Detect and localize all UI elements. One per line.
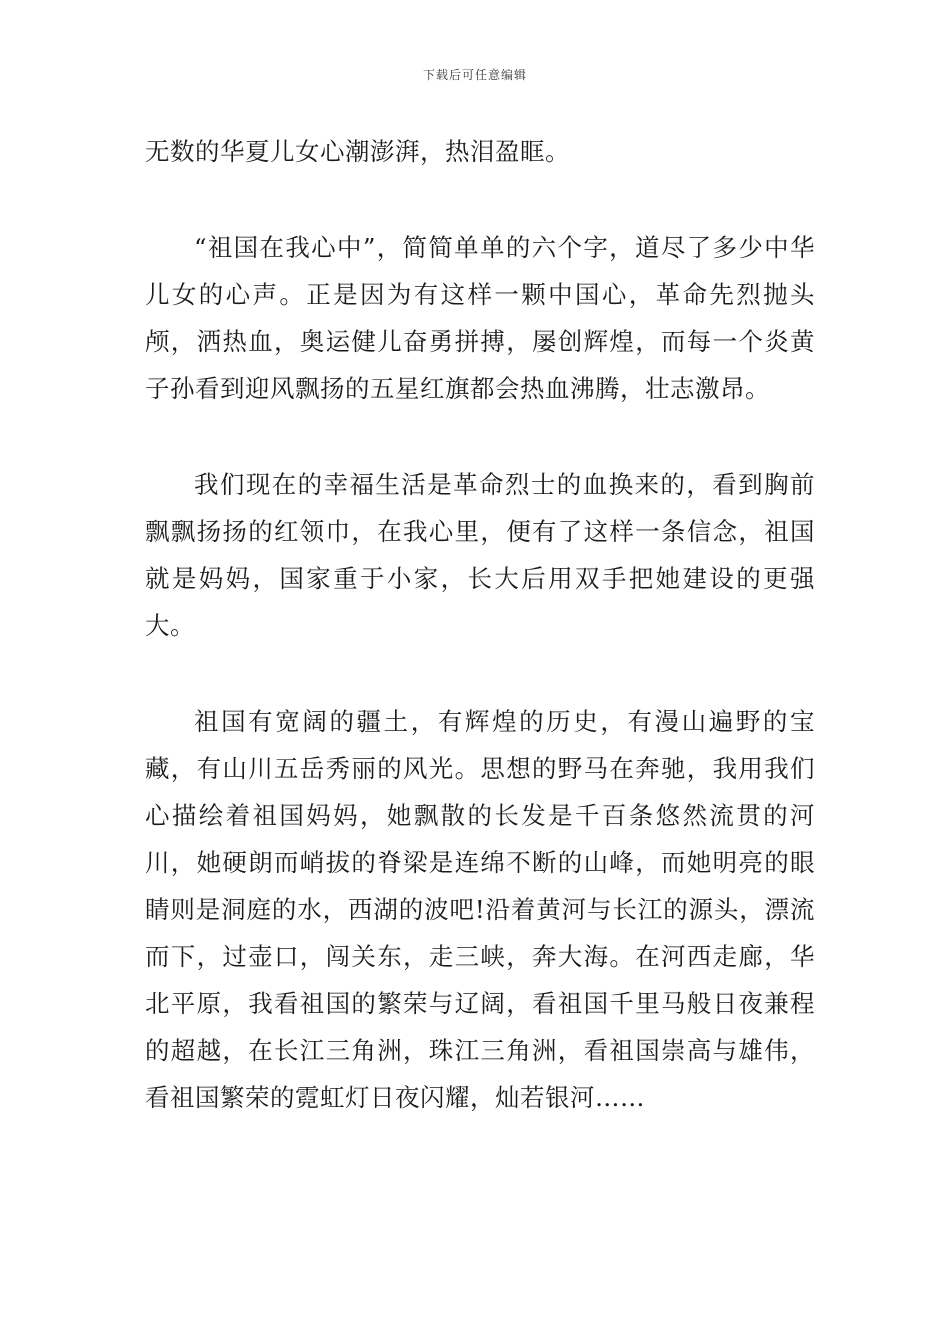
- page-header: 下载后可任意编辑: [422, 68, 527, 82]
- document-body: [145, 128, 815, 1121]
- paragraph-2: “祖国在我心中”，简简单单的六个字，道尽了多少中华儿女的心声。正是因为有这样一颗中国心，革命先烈抛头颅，洒热血，奥运健儿奋勇拼搏，屡创辉煌，而每一个炎黄子孙看到迎风飘扬的五星红旗都会热血沸腾，壮志激昂。: [145, 233, 815, 403]
- paragraph-3: 我们现在的幸福生活是革命烈士的血换来的，看到胸前飘飘扬扬的红领巾，在我心里，便有了这样一条信念，祖国就是妈妈，国家重于小家，长大后用双手把她建设的更强大。: [145, 470, 815, 640]
- paragraph-1: 无数的华夏儿女心潮澎湃，热泪盈眶。: [145, 137, 570, 166]
- paragraph-4: 祖国有宽阔的疆土，有辉煌的历史，有漫山遍野的宝藏，有山川五岳秀丽的风光。思想的野马在奔驰，我用我们心描绘着祖国妈妈，她飘散的长发是千百条悠然流贯的河川，她硬朗而峭拔的脊梁是连绵不断的山峰，而她明亮的眼睛则是洞庭的水，西湖的波吧!沿着黄河与长江的源头，漂流而下，过壶口，闯关东，走三峡，奔大海。在河西走廊，华北平原，我看祖国的繁荣与辽阔，看祖国千里马般日夜兼程的超越，在长江三角洲，珠江三角洲，看祖国崇高与雄伟，看祖国繁荣的霓虹灯日夜闪耀，灿若银河……: [145, 707, 815, 1112]
